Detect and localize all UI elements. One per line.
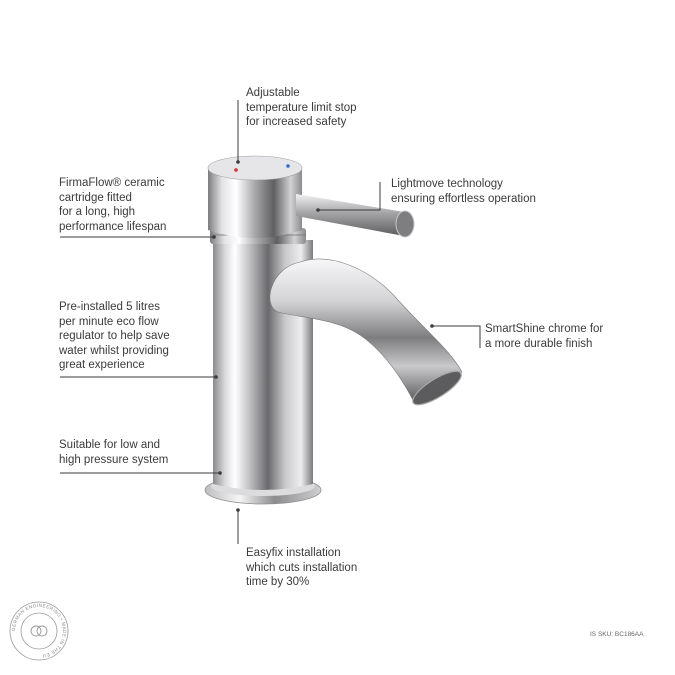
callout-pressure: Suitable for low and high pressure system [59,439,169,466]
hot-indicator [234,168,238,172]
cold-indicator [286,164,290,168]
tap-lever [296,194,404,236]
callout-eco-flow: Pre-installed 5 litres per minute eco flow regulator to help save water whilst providing great experience [59,301,170,371]
svg-text:GERMAN ENGINEERING • MADE IN T: GERMAN ENGINEERING • MADE IN THE EU [10,602,68,659]
callout-lightmove: Lightmove technology ensuring effortless operation [391,178,536,205]
callout-temperature-limit: Adjustable temperature limit stop for increased safety [246,87,357,128]
callout-easyfix: Easyfix installation which cuts installation time by 30% [246,547,358,588]
callout-firmaflow-cartridge: FirmaFlow® ceramic cartridge fitted for a long, high performance lifespan [59,177,167,233]
german-engineering-badge [8,600,70,662]
sku-label: IS SKU: BC186AA [590,631,644,638]
callout-smartshine: SmartShine chrome for a more durable finish [485,323,604,350]
